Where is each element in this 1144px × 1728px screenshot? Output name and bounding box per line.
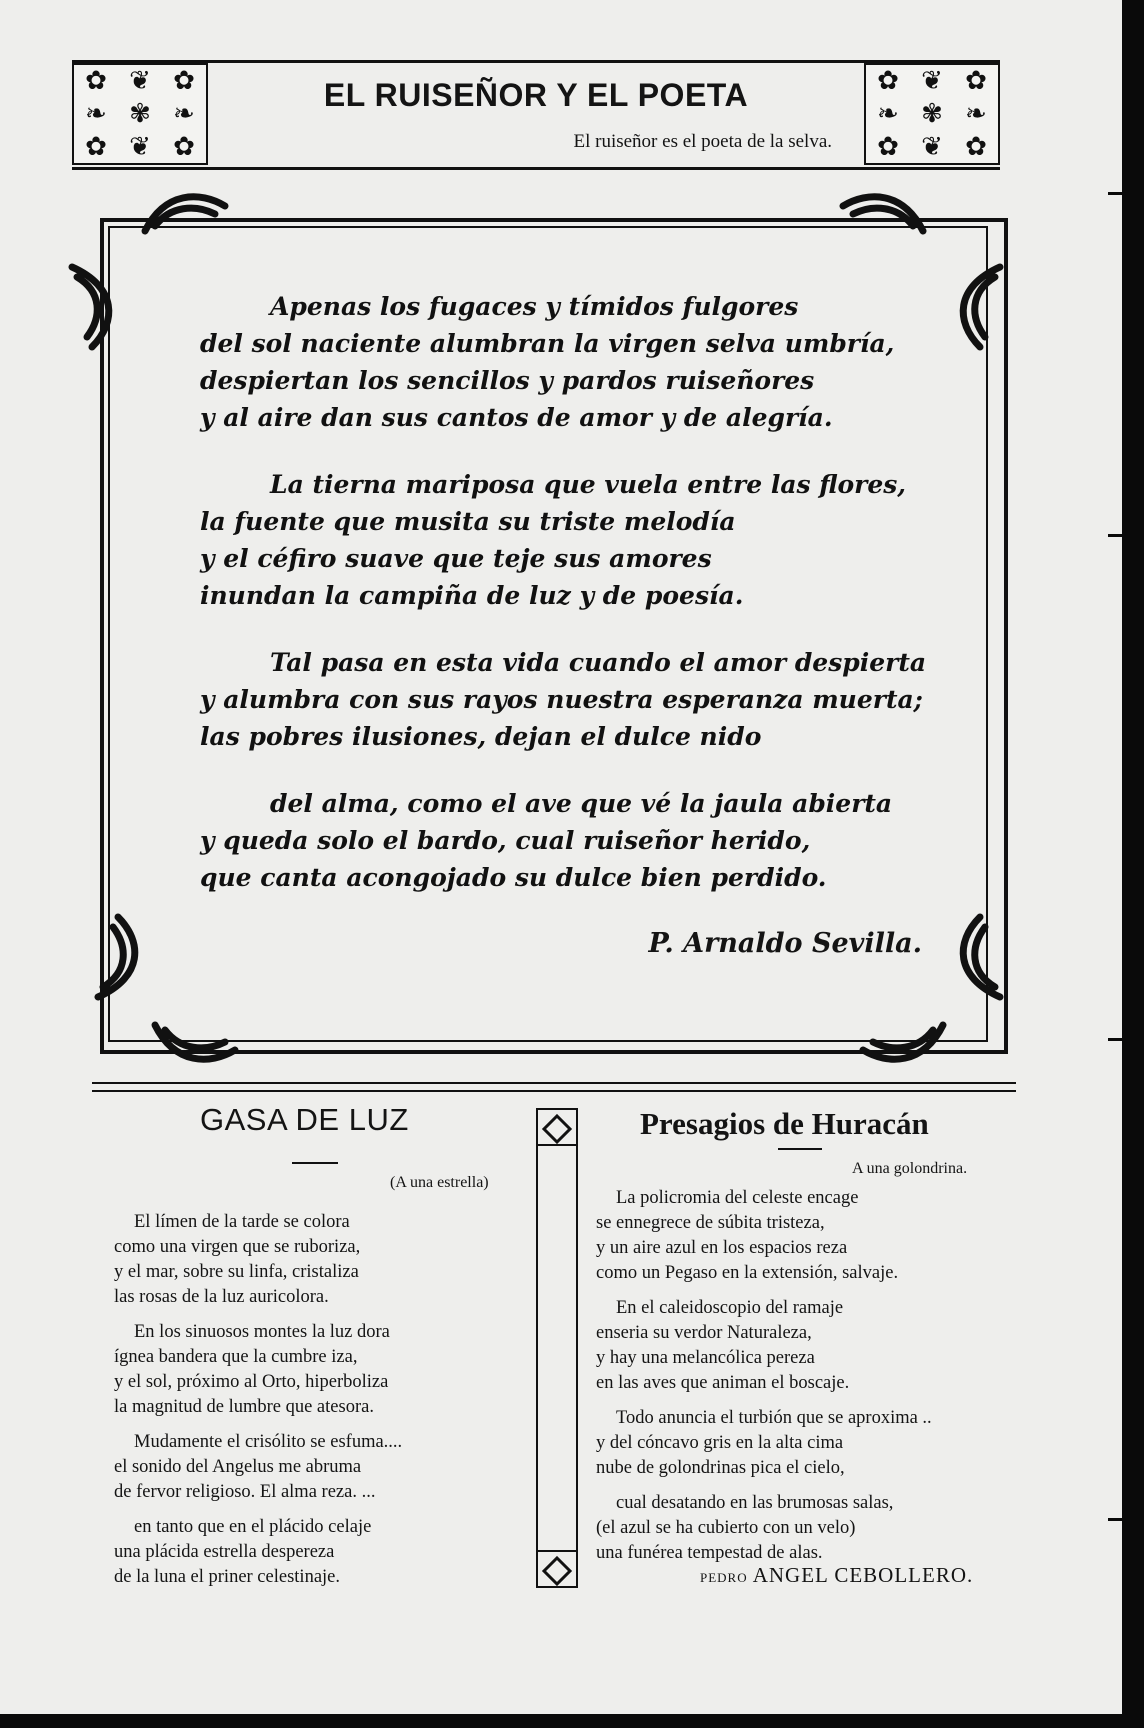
flourish-icon bbox=[150, 1010, 240, 1070]
flourish-icon bbox=[950, 912, 1010, 1002]
verse-line: que canta acongojado su dulce bien perdido. bbox=[200, 863, 827, 892]
page-edge bbox=[1122, 0, 1144, 1728]
stanza bbox=[114, 1320, 514, 1420]
verse-line: Apenas los fugaces y tímidos fulgores bbox=[270, 292, 799, 321]
verse-line: En el caleidoscopio del ramaje bbox=[616, 1298, 844, 1318]
flourish-icon bbox=[62, 262, 122, 352]
verse-line: en tanto que en el plácido celaje bbox=[134, 1517, 372, 1537]
verse-line: y del cóncavo gris en la alta cima bbox=[596, 1433, 844, 1453]
verse-line: de la luna el priner celestinaje. bbox=[114, 1567, 341, 1587]
edge-mark bbox=[1108, 192, 1144, 195]
verse-line: En los sinuosos montes la luz dora bbox=[134, 1322, 390, 1342]
verse-line: del sol naciente alumbran la virgen selva umbría, bbox=[200, 329, 895, 358]
floral-ornament-icon: ✿ ❦ ✿ ❧ ✾ ❧ ✿ ❦ ✿ bbox=[864, 63, 1000, 165]
diamond-ornament-icon bbox=[538, 1108, 576, 1146]
verse-line: y el mar, sobre su linfa, cristaliza bbox=[114, 1262, 359, 1282]
edge-mark bbox=[1108, 1518, 1144, 1521]
right-dedication: A una golondrina. bbox=[852, 1160, 968, 1177]
right-author bbox=[700, 1563, 973, 1588]
left-poem-body bbox=[114, 1210, 514, 1600]
right-poem-title: Presagios de Huracán bbox=[640, 1106, 929, 1141]
edge-mark bbox=[1108, 534, 1144, 537]
stanza bbox=[114, 1210, 514, 1310]
verse-line: como un Pegaso en la extensión, salvaje. bbox=[596, 1263, 899, 1283]
diamond-ornament-icon bbox=[538, 1550, 576, 1588]
verse-line: enseria su verdor Naturaleza, bbox=[596, 1323, 812, 1343]
verse-line: de fervor religioso. El alma reza. ... bbox=[114, 1482, 376, 1502]
verse-line: y al aire dan sus cantos de amor y de alegría. bbox=[200, 403, 833, 432]
verse-line: la magnitud de lumbre que atesora. bbox=[114, 1397, 374, 1417]
flourish-icon bbox=[950, 262, 1010, 352]
stanza bbox=[114, 1515, 514, 1590]
verse-line: nube de golondrinas pica el cielo, bbox=[596, 1458, 845, 1478]
verse-line: el sonido del Angelus me abruma bbox=[114, 1457, 362, 1477]
verse-line: una funérea tempestad de alas. bbox=[596, 1543, 823, 1563]
stanza bbox=[114, 1430, 514, 1505]
floral-ornament-icon: ✿ ❦ ✿ ❧ ✾ ❧ ✿ ❦ ✿ bbox=[72, 63, 208, 165]
column-divider bbox=[536, 1108, 578, 1588]
author-prefix: PEDRO bbox=[700, 1570, 748, 1585]
verse-line: El límen de la tarde se colora bbox=[134, 1212, 350, 1232]
verse-line: Todo anuncia el turbión que se aproxima .. bbox=[616, 1408, 932, 1428]
flourish-icon bbox=[140, 186, 230, 246]
verse-line: Tal pasa en esta vida cuando el amor despierta bbox=[270, 648, 927, 677]
left-dedication: (A una estrella) bbox=[390, 1174, 489, 1191]
stanza bbox=[596, 1296, 1026, 1396]
verse-line: como una virgen que se ruboriza, bbox=[114, 1237, 361, 1257]
verse-line: La tierna mariposa que vuela entre las flores, bbox=[270, 470, 906, 499]
header bbox=[72, 60, 1000, 170]
flourish-icon bbox=[88, 912, 148, 1002]
epigraph: El ruiseñor es el poeta de la selva. bbox=[573, 131, 832, 152]
stanza bbox=[596, 1406, 1026, 1481]
stanza bbox=[200, 644, 927, 755]
verse-line: despiertan los sencillos y pardos ruiseñores bbox=[200, 366, 815, 395]
verse-line: La policromia del celeste encage bbox=[616, 1188, 859, 1208]
verse-line: en las aves que animan el boscaje. bbox=[596, 1373, 850, 1393]
left-poem-title: GASA DE LUZ bbox=[200, 1102, 409, 1137]
verse-line: Mudamente el crisólito se esfuma.... bbox=[134, 1432, 403, 1452]
verse-line: y hay una melancólica pereza bbox=[596, 1348, 815, 1368]
verse-line: inundan la campiña de luz y de poesía. bbox=[200, 581, 744, 610]
edge-mark bbox=[1108, 1038, 1144, 1041]
title-rule bbox=[292, 1162, 338, 1164]
verse-line: y el céfiro suave que teje sus amores bbox=[200, 544, 712, 573]
poem-body bbox=[200, 288, 927, 926]
verse-line: ígnea bandera que la cumbre iza, bbox=[114, 1347, 358, 1367]
verse-line: las rosas de la luz auricolora. bbox=[114, 1287, 329, 1307]
stanza bbox=[596, 1186, 1026, 1286]
flourish-icon bbox=[858, 1010, 948, 1070]
verse-line: una plácida estrella desperezа bbox=[114, 1542, 335, 1562]
verse-line: se ennegrece de súbita tristeza, bbox=[596, 1213, 825, 1233]
verse-line: las pobres ilusiones, dejan el dulce nido bbox=[200, 722, 762, 751]
verse-line: del alma, como el ave que vé la jaula abierta bbox=[270, 789, 893, 818]
right-poem-body bbox=[596, 1186, 1026, 1576]
verse-line: la fuente que musita su triste melodía bbox=[200, 507, 736, 536]
stanza bbox=[596, 1491, 1026, 1566]
page-title: EL RUISEÑOR Y EL POETA bbox=[323, 77, 749, 113]
poem-signature: P. Arnaldo Sevilla. bbox=[648, 928, 922, 959]
title-rule bbox=[778, 1148, 822, 1150]
verse-line: y alumbra con sus rayos nuestra esperanza muerta; bbox=[200, 685, 923, 714]
flourish-icon bbox=[838, 186, 928, 246]
stanza bbox=[200, 466, 906, 614]
verse-line: (el azul se ha cubierto con un velo) bbox=[596, 1518, 856, 1538]
verse-line: y el sol, próximo al Orto, hiperboliza bbox=[114, 1372, 389, 1392]
author-name: ANGEL CEBOLLERO. bbox=[752, 1563, 974, 1587]
verse-line: cual desatando en las brumosas salas, bbox=[616, 1493, 894, 1513]
stanza bbox=[200, 288, 900, 436]
verse-line: y queda solo el bardo, cual ruiseñor herido, bbox=[200, 826, 811, 855]
section-divider bbox=[92, 1082, 1016, 1092]
stanza bbox=[200, 785, 900, 896]
verse-line: y un aire azul en los espacios reza bbox=[596, 1238, 848, 1258]
